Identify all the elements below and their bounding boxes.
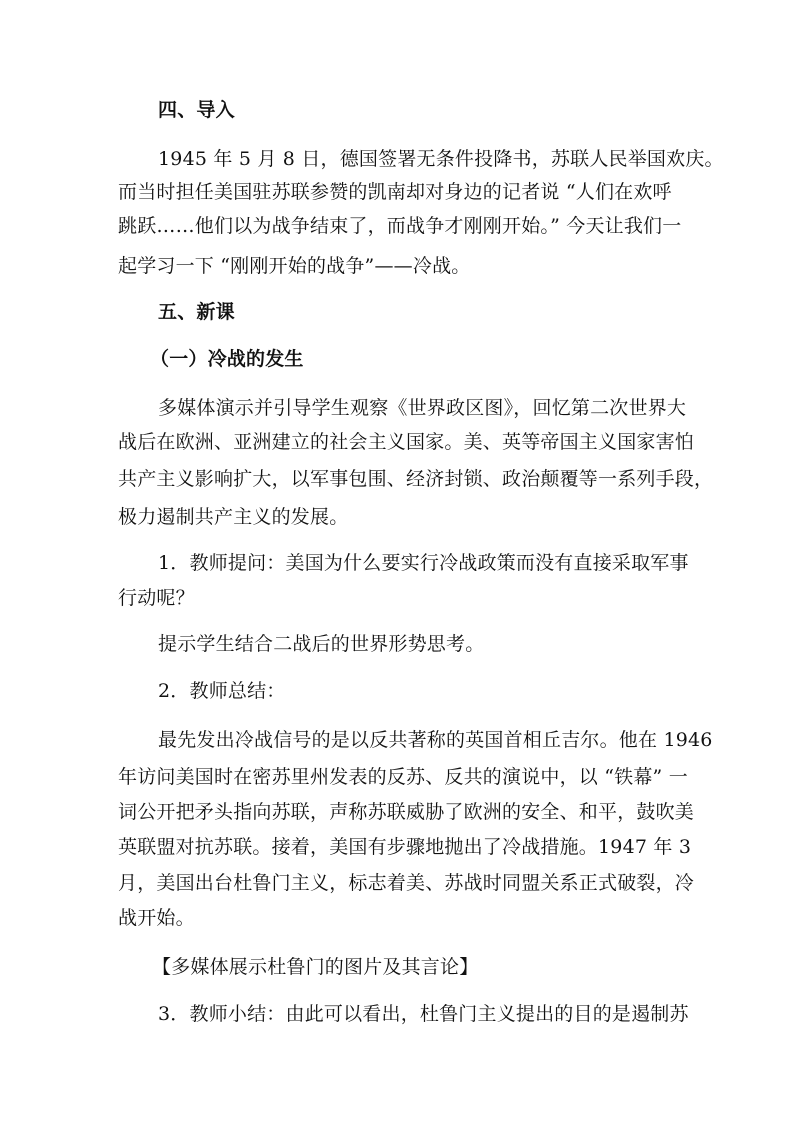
paragraph-line: 年访问美国时在密苏里州发表的反苏、反共的演说中，以 “铁幕” 一 [118, 766, 688, 788]
paragraph-line: 跳跃……他们以为战争结束了，而战争才刚刚开始。” 今天让我们一 [118, 215, 682, 237]
paragraph-line: 英联盟对抗苏联。接着，美国有步骤地抛出了冷战措施。1947 年 3 [118, 836, 692, 858]
paragraph-line: 月，美国出台杜鲁门主义，标志着美、苏战时同盟关系正式破裂，冷 [118, 872, 695, 894]
paragraph-line: 1．教师提问：美国为什么要实行冷战政策而没有直接采取军事 [158, 552, 689, 574]
paragraph-line: 最先发出冷战信号的是以反共著称的英国首相丘吉尔。他在 1946 [158, 729, 713, 751]
paragraph-line: 战开始。 [118, 907, 195, 929]
paragraph-line: 多媒体演示并引导学生观察《世界政区图》，回忆第二次世界大 [158, 397, 687, 419]
paragraph-line: 【多媒体展示杜鲁门的图片及其言论】 [152, 956, 479, 978]
paragraph-line: 而当时担任美国驻苏联参赞的凯南却对身边的记者说 “人们在欢呼 [118, 181, 672, 203]
section-heading: 四、导入 [158, 99, 235, 121]
paragraph-line: 2．教师总结： [158, 680, 286, 702]
paragraph-line: 共产主义影响扩大，以军事包围、经济封锁、政治颠覆等一系列手段， [118, 468, 714, 490]
paragraph-line: 词公开把矛头指向苏联，声称苏联威胁了欧洲的安全、和平，鼓吹美 [118, 801, 695, 823]
paragraph-line: 极力遏制共产主义的发展。 [118, 506, 349, 528]
paragraph-line: 提示学生结合二战后的世界形势思考。 [158, 633, 485, 655]
section-heading: 五、新课 [158, 301, 235, 323]
section-heading: （一）冷战的发生 [150, 348, 304, 370]
paragraph-line: 起学习一下 “刚刚开始的战争”——冷战。 [118, 255, 471, 277]
paragraph-line: 1945 年 5 月 8 日，德国签署无条件投降书，苏联人民举国欢庆。 [158, 148, 724, 170]
paragraph-line: 行动呢？ [118, 587, 195, 609]
paragraph-line: 3．教师小结：由此可以看出，杜鲁门主义提出的目的是遏制苏 [158, 1003, 689, 1025]
paragraph-line: 战后在欧洲、亚洲建立的社会主义国家。美、英等帝国主义国家害怕 [118, 431, 695, 453]
